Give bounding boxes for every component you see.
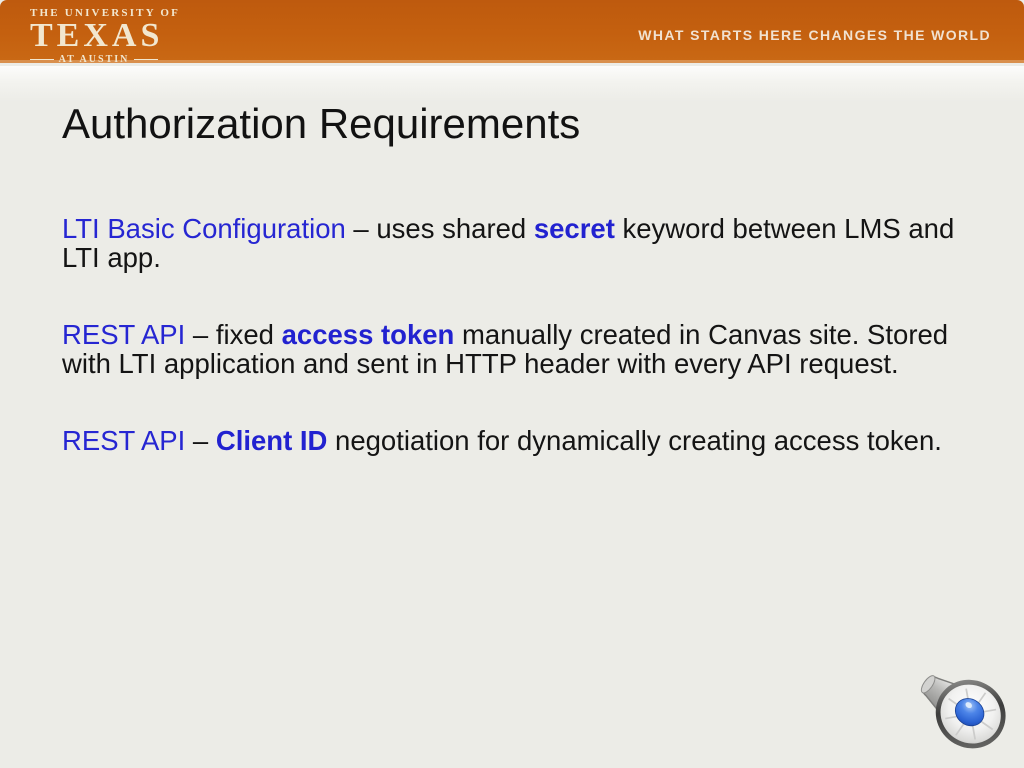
keyword-client-id: Client ID [215, 425, 328, 456]
speaker-icon-graphic [913, 657, 1011, 759]
slide-header-banner [0, 0, 1024, 63]
paragraph-lti-basic-configuration [62, 214, 967, 272]
paragraph-rest-api-access-token [62, 320, 967, 378]
keyword-access-token: access token [281, 319, 455, 350]
text-segment: negotiation for dynamically creating access token. [327, 425, 942, 456]
logo-text-name: TEXAS [30, 17, 164, 54]
paragraph-rest-api-client-id [62, 426, 967, 455]
logo-text-bottom: AT AUSTIN [58, 54, 130, 65]
text-segment: manually created in Canvas site. Stored with LTI application and sent in HTTP header with every API request. [62, 319, 949, 379]
text-segment: – fixed [185, 319, 282, 350]
university-tagline: WHAT STARTS HERE CHANGES THE WORLD [638, 27, 991, 43]
term-lti-basic-configuration: LTI Basic Configuration [62, 213, 346, 244]
text-segment: – [185, 425, 216, 456]
keyword-secret: secret [533, 213, 615, 244]
slide-body [62, 214, 967, 503]
logo-bottom-row [30, 54, 158, 65]
text-segment: – uses shared [345, 213, 534, 244]
text-segment: keyword between LMS and LTI app. [62, 213, 955, 273]
logo-rule-left [30, 59, 54, 60]
logo-text-top: THE UNIVERSITY OF [30, 7, 181, 19]
logo-rule-right [134, 59, 158, 60]
university-of-texas-logo [30, 7, 181, 65]
term-rest-api: REST API [62, 425, 186, 456]
banner-drop-shadow [0, 66, 1024, 102]
slide-title: Authorization Requirements [62, 100, 581, 147]
term-rest-api: REST API [62, 319, 186, 350]
speaker-icon[interactable] [913, 657, 1011, 759]
